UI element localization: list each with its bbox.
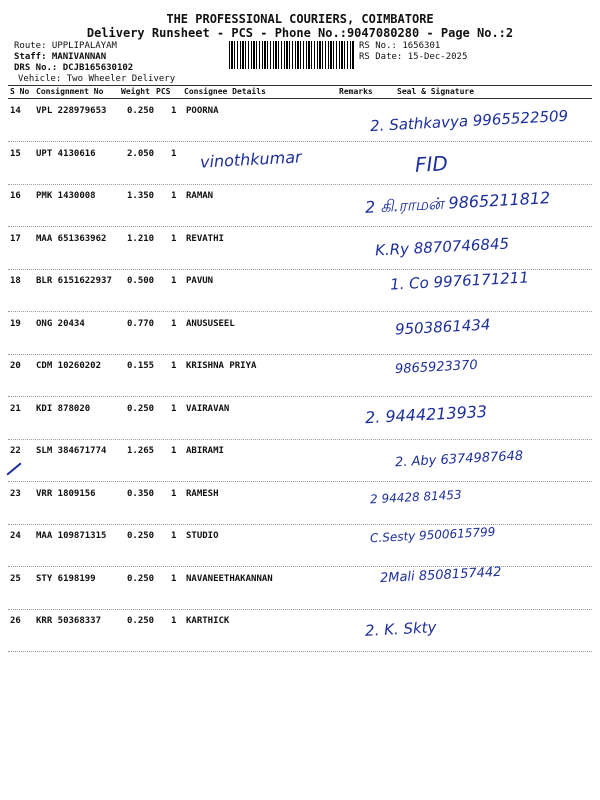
row-consignment: VRR 1809156 (36, 488, 96, 499)
table-row (0, 525, 600, 567)
col-weight: Weight (121, 87, 150, 96)
row-consignee: REVATHI (186, 233, 224, 244)
row-sno: 23 (10, 488, 21, 499)
row-pcs: 1 (171, 531, 177, 541)
row-consignee: STUDIO (186, 531, 219, 541)
row-consignment: CDM 10260202 (36, 361, 102, 371)
col-remarks: Remarks (339, 87, 373, 96)
row-consignment: PMK 1430008 (36, 191, 96, 201)
handwritten-signature: 2Mali 8508157442 (379, 564, 502, 587)
row-weight: 1.350 (127, 191, 155, 201)
handwritten-signature: 2. Sathkavya 9965522509 (369, 106, 569, 136)
table-row (0, 355, 600, 397)
row-pcs: 1 (171, 191, 177, 201)
row-consignee: KRISHNA PRIYA (186, 361, 257, 371)
row-pcs: 1 (171, 106, 177, 116)
row-pcs: 1 (171, 446, 177, 456)
row-pcs: 1 (171, 616, 177, 626)
row-weight: 0.250 (127, 106, 155, 116)
rs-date: RS Date: 15-Dec-2025 (359, 52, 468, 62)
row-consignment: KRR 50368337 (36, 616, 102, 626)
row-weight: 0.250 (127, 531, 155, 541)
table-row (0, 313, 600, 355)
row-sno: 24 (10, 531, 21, 541)
row-pcs: 1 (171, 403, 177, 414)
row-sno: 20 (10, 361, 21, 371)
table-row (0, 228, 600, 270)
rs-number: RS No.: 1656301 (359, 41, 441, 51)
row-pcs: 1 (171, 148, 177, 159)
row-consignment: BLR 6151622937 (36, 276, 112, 286)
col-consignment: Consignment No (36, 87, 104, 96)
row-consignment: STY 6198199 (36, 573, 96, 584)
row-consignee: POORNA (186, 106, 219, 116)
row-sno: 17 (10, 233, 21, 244)
col-sno: S No (10, 87, 30, 96)
handwritten-signature: 2 கி.ராமன் 9865211812 (364, 188, 551, 217)
row-consignment: VPL 228979653 (36, 106, 107, 116)
handwritten-signature: K.Ry 8870746845 (374, 234, 510, 260)
row-pcs: 1 (171, 488, 177, 499)
row-separator (8, 651, 592, 652)
row-sno: 16 (10, 191, 21, 201)
staff-label: Staff: MANIVANNAN (14, 52, 107, 62)
col-pcs: PCS (156, 87, 171, 96)
row-consignee: ABIRAMI (186, 446, 224, 456)
row-pcs: 1 (171, 318, 177, 329)
handwritten-signature: 2. K. Skty (364, 618, 437, 640)
row-pcs: 1 (171, 276, 177, 286)
row-consignee: VAIRAVAN (186, 403, 230, 414)
row-sno: 25 (10, 573, 21, 584)
row-sno: 14 (10, 106, 21, 116)
row-consignment: ONG 20434 (36, 318, 85, 329)
drs-label: DRS No.: DCJB165630102 (14, 63, 134, 73)
table-row (0, 398, 600, 440)
runsheet-subtitle: Delivery Runsheet - PCS - Phone No.:9047080280 - Page No.:2 (86, 26, 514, 40)
row-weight: 0.770 (127, 318, 155, 329)
row-sno: 21 (10, 403, 21, 414)
handwritten-signature: 2. 9444213933 (364, 401, 488, 428)
row-consignee: PAVUN (186, 276, 214, 286)
row-weight: 0.500 (127, 276, 155, 286)
vehicle-label: Vehicle: Two Wheeler Delivery (18, 74, 176, 84)
header-top-rule (8, 85, 592, 86)
row-consignment: UPT 4130616 (36, 148, 96, 159)
header-bottom-rule (8, 98, 592, 99)
col-signature: Seal & Signature (397, 87, 475, 96)
row-consignment: KDI 878020 (36, 403, 91, 414)
col-consignee: Consignee Details (184, 87, 266, 96)
row-consignment: MAA 109871315 (36, 531, 107, 541)
row-weight: 2.050 (127, 148, 155, 159)
row-sno: 15 (10, 148, 21, 159)
row-weight: 0.250 (127, 573, 155, 584)
row-weight: 0.155 (127, 361, 155, 371)
row-sno: 19 (10, 318, 21, 329)
route-label: Route: UPPLIPALAYAM (14, 41, 117, 51)
row-sno: 18 (10, 276, 21, 286)
row-consignment: MAA 651363962 (36, 233, 107, 244)
row-sno: 22 (10, 446, 21, 456)
row-consignee: KARTHICK (186, 616, 230, 626)
row-weight: 0.350 (127, 488, 155, 499)
row-weight: 0.250 (127, 616, 155, 626)
handwritten-signature: 9865923370 (394, 357, 479, 378)
row-weight: 1.210 (127, 233, 155, 244)
row-sno: 26 (10, 616, 21, 626)
row-consignment: SLM 384671774 (36, 446, 107, 456)
handwritten-signature: C.Sesty 9500615799 (369, 524, 496, 546)
handwritten-signature: 2 94428 81453 (369, 487, 462, 507)
handwritten-consignee: vinothkumar (199, 147, 303, 172)
row-consignee: RAMESH (186, 488, 219, 499)
row-weight: 0.250 (127, 403, 155, 414)
handwritten-signature: 2. Aby 6374987648 (394, 448, 524, 471)
row-pcs: 1 (171, 361, 177, 371)
row-consignee: RAMAN (186, 191, 214, 201)
table-row (0, 610, 600, 652)
company-title: THE PROFESSIONAL COURIERS, COIMBATORE (166, 12, 434, 26)
handwritten-signature: 1. Co 9976171211 (389, 268, 530, 294)
barcode (229, 41, 355, 69)
row-pcs: 1 (171, 233, 177, 244)
handwritten-signature: FID (414, 151, 449, 177)
table-row (0, 483, 600, 525)
table-row (0, 568, 600, 610)
handwritten-signature: 9503861434 (394, 315, 491, 339)
row-pcs: 1 (171, 573, 177, 584)
row-consignee: ANUSUSEEL (186, 318, 235, 329)
row-weight: 1.265 (127, 446, 155, 456)
row-consignee: NAVANEETHAKANNAN (186, 573, 273, 584)
